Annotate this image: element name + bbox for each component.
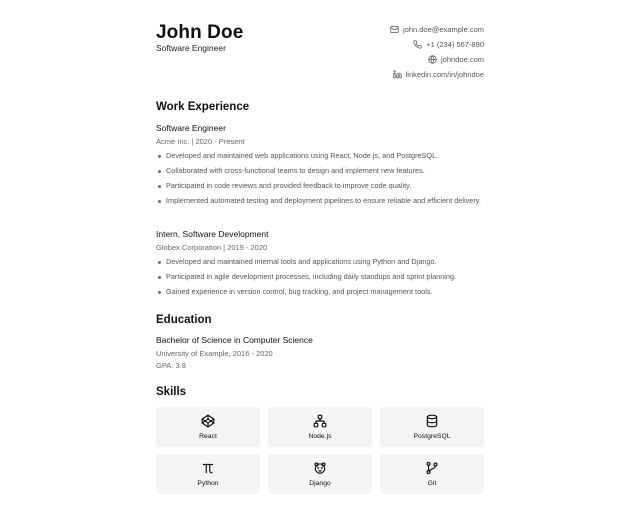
git-branch-icon (425, 461, 439, 475)
list-item: Implemented automated testing and deployment pipelines to ensure reliable and efficient delivery. (156, 196, 484, 207)
resume-header (156, 22, 484, 84)
skill-card-nodejs (268, 407, 372, 447)
contact-website-text: johndoe.com (441, 54, 484, 64)
skills-heading: Skills (156, 386, 187, 398)
job-meta-1: Acme Inc. | 2020 - Present (156, 137, 245, 146)
education-school: University of Example, 2016 - 2020 (156, 349, 273, 358)
mail-icon (390, 25, 399, 34)
job-title-2: Intern, Software Development (156, 229, 269, 239)
contact-linkedin-text: linkedin.com/in/johndoe (405, 69, 484, 79)
contact-linkedin[interactable] (393, 68, 484, 80)
job-bullets-1 (156, 151, 484, 211)
job-bullets-2 (156, 257, 484, 302)
education-gpa: GPA: 3.8 (156, 361, 186, 370)
skill-label: Django (309, 479, 331, 487)
network-icon (313, 414, 327, 428)
database-icon (425, 414, 439, 428)
person-name: John Doe (156, 22, 244, 43)
skill-label: Git (427, 479, 437, 487)
pi-icon (201, 461, 215, 475)
skill-card-django (268, 454, 372, 494)
contact-website[interactable] (428, 53, 484, 65)
work-experience-heading: Work Experience (156, 101, 250, 113)
skill-label: Python (197, 479, 219, 487)
phone-icon (413, 40, 422, 49)
contact-phone-text: +1 (234) 567-890 (426, 39, 484, 49)
job-title-1: Software Engineer (156, 123, 226, 133)
skills-grid (156, 407, 484, 494)
list-item: Participated in code reviews and provided feedback to improve code quality. (156, 181, 484, 192)
linkedin-icon (393, 70, 402, 79)
globe-icon (428, 55, 437, 64)
person-role: Software Engineer (156, 43, 226, 53)
education-degree: Bachelor of Science in Computer Science (156, 335, 313, 345)
codepen-icon (201, 414, 215, 428)
skill-card-react (156, 407, 260, 447)
contact-phone[interactable] (413, 38, 484, 50)
contact-email-text: john.doe@example.com (403, 24, 484, 34)
job-meta-2: Globex Corporation | 2019 - 2020 (156, 243, 268, 252)
list-item: Developed and maintained internal tools and applications using Python and Django. (156, 257, 484, 268)
list-item: Developed and maintained web applications using React, Node.js, and PostgreSQL. (156, 151, 484, 162)
skill-card-python (156, 454, 260, 494)
list-item: Collaborated with cross-functional teams to design and implement new features. (156, 166, 484, 177)
list-item: Gained experience in version control, bug tracking, and project management tools. (156, 287, 484, 298)
skill-card-git (380, 454, 484, 494)
skill-label: PostgreSQL (413, 432, 451, 440)
skill-label: React (199, 432, 217, 440)
skill-card-postgresql (380, 407, 484, 447)
skill-label: Node.js (308, 432, 332, 440)
resume (156, 22, 484, 487)
bear-face-icon (313, 461, 327, 475)
education-heading: Education (156, 314, 212, 326)
list-item: Participated in agile development processes, including daily standups and sprint planning. (156, 272, 484, 283)
contact-email[interactable] (390, 23, 484, 35)
